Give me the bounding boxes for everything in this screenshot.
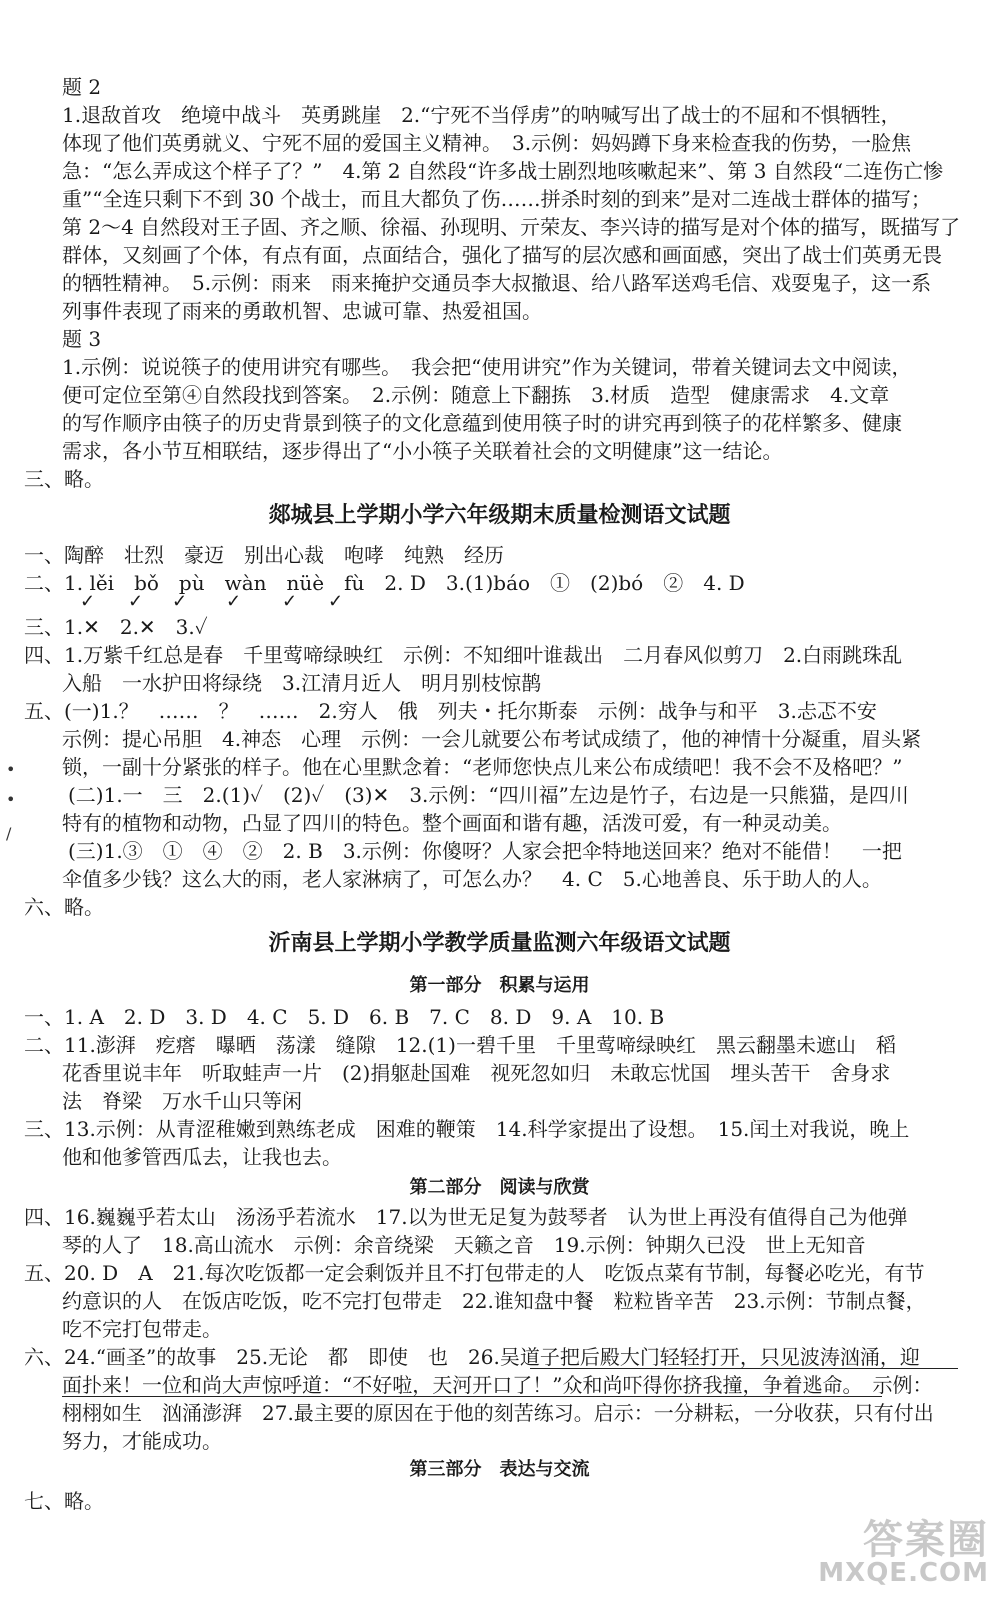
check-mark: ✓	[282, 591, 298, 612]
text-line: 三、1.✕ 2.✕ 3.✓	[24, 615, 208, 639]
text-line: 二、1. lěi bǒ pù wàn nüè fù 2. D 3.(1)báo ① (2)bó ② 4. D	[24, 571, 745, 595]
text-line: 的牺牲精神。 5.示例：雨来 雨来掩护交通员李大叔撤退、给八路军送鸡毛信、戏耍鬼子，这一系	[62, 271, 932, 295]
margin-mark: •	[6, 760, 16, 779]
part-title: 第二部分 阅读与欣赏	[409, 1177, 590, 1198]
check-mark: ✓	[328, 591, 344, 612]
check-mark: ✓	[172, 591, 188, 612]
text-line: 六、24.“画圣”的故事 25.无论 都 即使 也 26.吴道子把后殿大门轻轻打开，只见波涛汹涌，迎	[24, 1345, 920, 1369]
margin-mark: /	[6, 824, 12, 843]
text-line: 第 2～4 自然段对王子固、齐之顺、徐福、孙现明、亓荣友、李兴诗的描写是对个体的描写，既描写了	[62, 215, 961, 239]
text-line: 吃不完打包带走。	[62, 1317, 222, 1341]
text-line: 三、略。	[24, 467, 104, 491]
text-line: 三、13.示例：从青涩稚嫩到熟练老成 困难的鞭策 14.科学家提出了设想。 15.闰土对我说，晚上	[24, 1117, 910, 1141]
text-line: 七、略。	[24, 1489, 104, 1513]
text-line: 六、略。	[24, 895, 104, 919]
section-title: 郯城县上学期小学六年级期末质量检测语文试题	[268, 503, 731, 528]
text-line: 花香里说丰年 听取蛙声一片 (2)捐躯赴国难 视死忽如归 未敢忘忧国 埋头苦干 舍身求	[62, 1061, 891, 1085]
text-line: 题 3	[62, 327, 102, 351]
text-line: 四、1.万紫千红总是春 千里莺啼绿映红 示例：不知细叶谁裁出 二月春风似剪刀 2.白雨跳珠乱	[24, 643, 903, 667]
check-mark: ✓	[128, 591, 144, 612]
text-line: 二、11.澎湃 疙瘩 曝晒 荡漾 缝隙 12.(1)一碧千里 千里莺啼绿映红 黑云翻墨未遮山 稻	[24, 1033, 896, 1057]
text-line: 重”“全连只剩下不到 30 个战士，而且大都负了伤……拼杀时刻的到来”是对二连战士群体的描写；	[62, 187, 931, 211]
underline-mark	[530, 1368, 958, 1369]
text-line: 体现了他们英勇就义、宁死不屈的爱国主义精神。 3.示例：妈妈蹲下身来检查我的伤势，一脸焦	[62, 131, 912, 155]
watermark-logo	[818, 1517, 989, 1588]
underline-mark	[62, 1396, 882, 1397]
text-line: 示例：提心吊胆 4.神态 心理 示例：一会儿就要公布考试成绩了，他的神情十分凝重，眉头紧	[62, 727, 922, 751]
text-line: 伞值多少钱？这么大的雨，老人家淋病了，可怎么办？ 4. C 5.心地善良、乐于助人的人。	[62, 867, 882, 891]
check-mark: ✓	[80, 591, 96, 612]
text-line: 四、16.巍巍乎若太山 汤汤乎若流水 17.以为世无足复为鼓琴者 认为世上再没有值得自己为他弹	[24, 1205, 908, 1229]
text-line: 一、1. A 2. D 3. D 4. C 5. D 6. B 7. C 8. D 9. A 10. B	[24, 1005, 665, 1029]
text-line: 他和他爹管西瓜去，让我也去。	[62, 1145, 342, 1169]
text-line: (二)1.一 三 2.(1)✓ (2)✓ (3)✕ 3.示例：“四川福”左边是竹子，右边是一只熊猫，是四川	[68, 783, 909, 807]
text-line: 琴的人了 18.高山流水 示例：余音绕梁 天籁之音 19.示例：钟期久已没 世上无知音	[62, 1233, 866, 1257]
text-line: 锁，一副十分紧张的样子。他在心里默念着：“老师您快点儿来公布成绩吧！我不会不及格吧？”	[62, 755, 903, 779]
text-line: 约意识的人 在饭店吃饭，吃不完打包带走 22.谁知盘中餐 粒粒皆辛苦 23.示例：节制点餐，	[62, 1289, 926, 1313]
text-line: 努力，才能成功。	[62, 1429, 222, 1453]
text-line: 1.示例：说说筷子的使用讲究有哪些。 我会把“使用讲究”作为关键词，带着关键词去文中阅读，	[62, 355, 912, 379]
text-line: 栩栩如生 汹涌澎湃 27.最主要的原因在于他的刻苦练习。启示：一分耕耘，一分收获，只有付出	[62, 1401, 934, 1425]
section-title: 沂南县上学期小学教学质量监测六年级语文试题	[268, 931, 731, 956]
text-line: 需求，各小节互相联结，逐步得出了“小小筷子关联着社会的文明健康”这一结论。	[62, 439, 783, 463]
text-line: 群体，又刻画了个体，有点有面，点面结合，强化了描写的层次感和画面感，突出了战士们英勇无畏	[62, 243, 942, 267]
text-line: 入船 一水护田将绿绕 3.江清月近人 明月别枝惊鹊	[62, 671, 542, 695]
text-line: 法 脊梁 万水千山只等闲	[62, 1089, 302, 1113]
text-line: 题 2	[62, 75, 102, 99]
watermark-title: 答案圈	[863, 1517, 989, 1563]
text-line: 一、陶醉 壮烈 豪迈 别出心裁 咆哮 纯熟 经历	[24, 543, 504, 567]
text-line: 特有的植物和动物，凸显了四川的特色。整个画面和谐有趣，活泼可爱，有一种灵动美。	[62, 811, 842, 835]
text-line: 1.退敌首攻 绝境中战斗 英勇跳崖 2.“宁死不当俘虏”的呐喊写出了战士的不屈和不惧牺牲，	[62, 103, 901, 127]
text-line: 的写作顺序由筷子的历史背景到筷子的文化意蕴到使用筷子时的讲究再到筷子的花样繁多、健康	[62, 411, 902, 435]
text-line: (三)1.③ ① ④ ② 2. B 3.示例：你傻呀？人家会把伞特地送回来？绝对不能借！ 一把	[68, 839, 902, 863]
watermark-url: MXQE.COM	[818, 1558, 989, 1588]
text-line: 急：“怎么弄成这个样子了？” 4.第 2 自然段“许多战士剧烈地咳嗽起来”、第 3 自然段“二连伤亡惨	[62, 159, 944, 183]
text-line: 面扑来！一位和尚大声惊呼道：“不好啦，天河开口了！”众和尚吓得你挤我撞，争着逃命。 示例：	[62, 1373, 933, 1397]
text-line: 便可定位至第④自然段找到答案。 2.示例：随意上下翻拣 3.材质 造型 健康需求 4.文章	[62, 383, 890, 407]
check-mark: ✓	[226, 591, 242, 612]
part-title: 第三部分 表达与交流	[409, 1459, 590, 1480]
text-line: 列事件表现了雨来的勇敢机智、忠诚可靠、热爱祖国。	[62, 299, 542, 323]
text-line: 五、(一)1.？ …… ？ …… 2.穷人 俄 列夫・托尔斯泰 示例：战争与和平 3.忐忑不安	[24, 699, 877, 723]
part-title: 第一部分 积累与运用	[409, 975, 590, 996]
text-line: 五、20. D A 21.每次吃饭都一定会剩饭并且不打包带走的人 吃饭点菜有节制，每餐必吃光，有节	[24, 1261, 925, 1285]
margin-mark: •	[6, 790, 16, 809]
